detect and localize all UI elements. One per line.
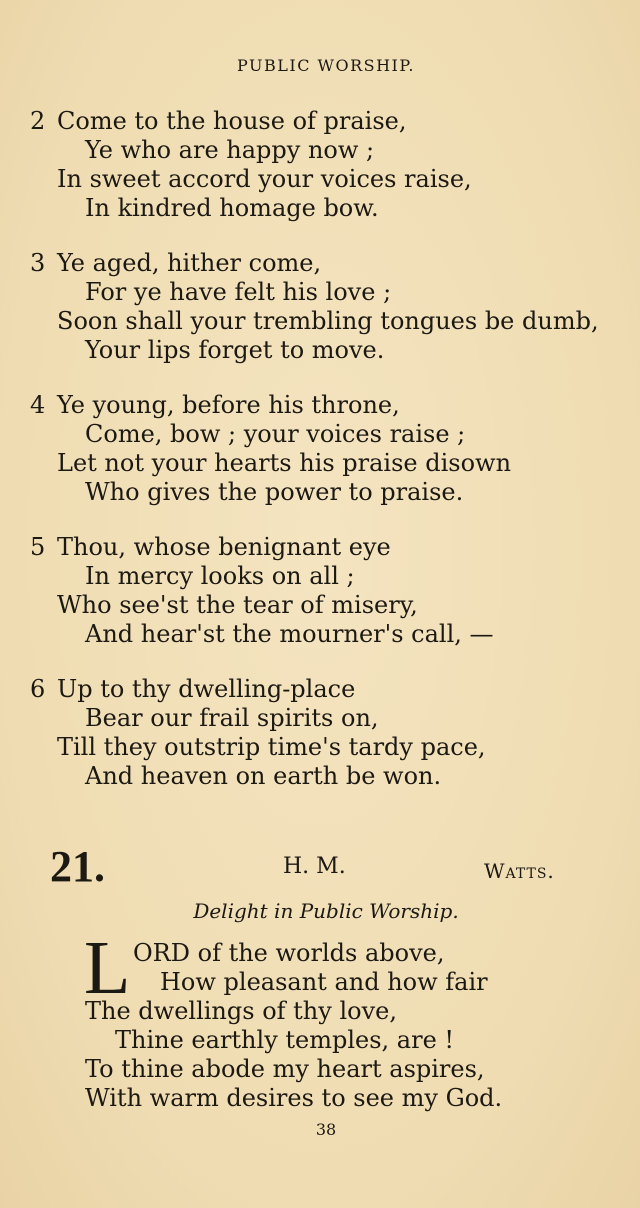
hymn-number: 21. <box>50 842 105 891</box>
verse-line: And hear'st the mourner's call, — <box>85 620 494 648</box>
verse-line: Bear our frail spirits on, <box>85 704 379 732</box>
verse-line: Thou, whose benignant eye <box>57 533 391 561</box>
hymn-line: With warm desires to see my God. <box>85 1084 503 1112</box>
verse-line: Who see'st the tear of misery, <box>57 591 418 619</box>
running-header: PUBLIC WORSHIP. <box>237 56 415 75</box>
verse-line: Up to thy dwelling-place <box>57 675 356 703</box>
verse-line: Ye who are happy now ; <box>85 136 375 164</box>
verse-number: 5 <box>30 533 46 561</box>
verse-line: Your lips forget to move. <box>85 336 385 364</box>
verse-line: Ye aged, hither come, <box>57 249 322 277</box>
verse-line: Soon shall your trembling tongues be dumb, <box>57 307 599 335</box>
hymn-line: ORD of the worlds above, <box>133 939 445 967</box>
verse-line: For ye have felt his love ; <box>85 278 392 306</box>
verse-line: Till they outstrip time's tardy pace, <box>57 733 486 761</box>
hymn-line: Thine earthly temples, are ! <box>115 1026 455 1054</box>
drop-cap: L <box>84 926 131 1010</box>
verse-line: In mercy looks on all ; <box>85 562 355 590</box>
hymn-line: To thine abode my heart aspires, <box>85 1055 485 1083</box>
verse-line: In sweet accord your voices raise, <box>57 165 472 193</box>
verse-line: And heaven on earth be won. <box>85 762 442 790</box>
verse-line: Come to the house of praise, <box>57 107 407 135</box>
verse-line: In kindred homage bow. <box>85 194 379 222</box>
verse-number: 6 <box>30 675 46 703</box>
verse-line: Who gives the power to praise. <box>85 478 464 506</box>
verse-line: Come, bow ; your voices raise ; <box>85 420 466 448</box>
verse-line: Ye young, before his throne, <box>57 391 400 419</box>
page-number: 38 <box>315 1120 337 1139</box>
hymn-line: How pleasant and how fair <box>160 968 488 996</box>
hymn-subtitle: Delight in Public Worship. <box>193 899 459 923</box>
verse-number: 2 <box>30 107 46 135</box>
verse-line: Let not your hearts his praise disown <box>57 449 512 477</box>
verse-number: 3 <box>30 249 46 277</box>
hymn-line: The dwellings of thy love, <box>85 997 397 1025</box>
hymn-author: Watts. <box>484 859 555 883</box>
hymn-meter: H. M. <box>283 854 346 879</box>
verse-number: 4 <box>30 391 46 419</box>
